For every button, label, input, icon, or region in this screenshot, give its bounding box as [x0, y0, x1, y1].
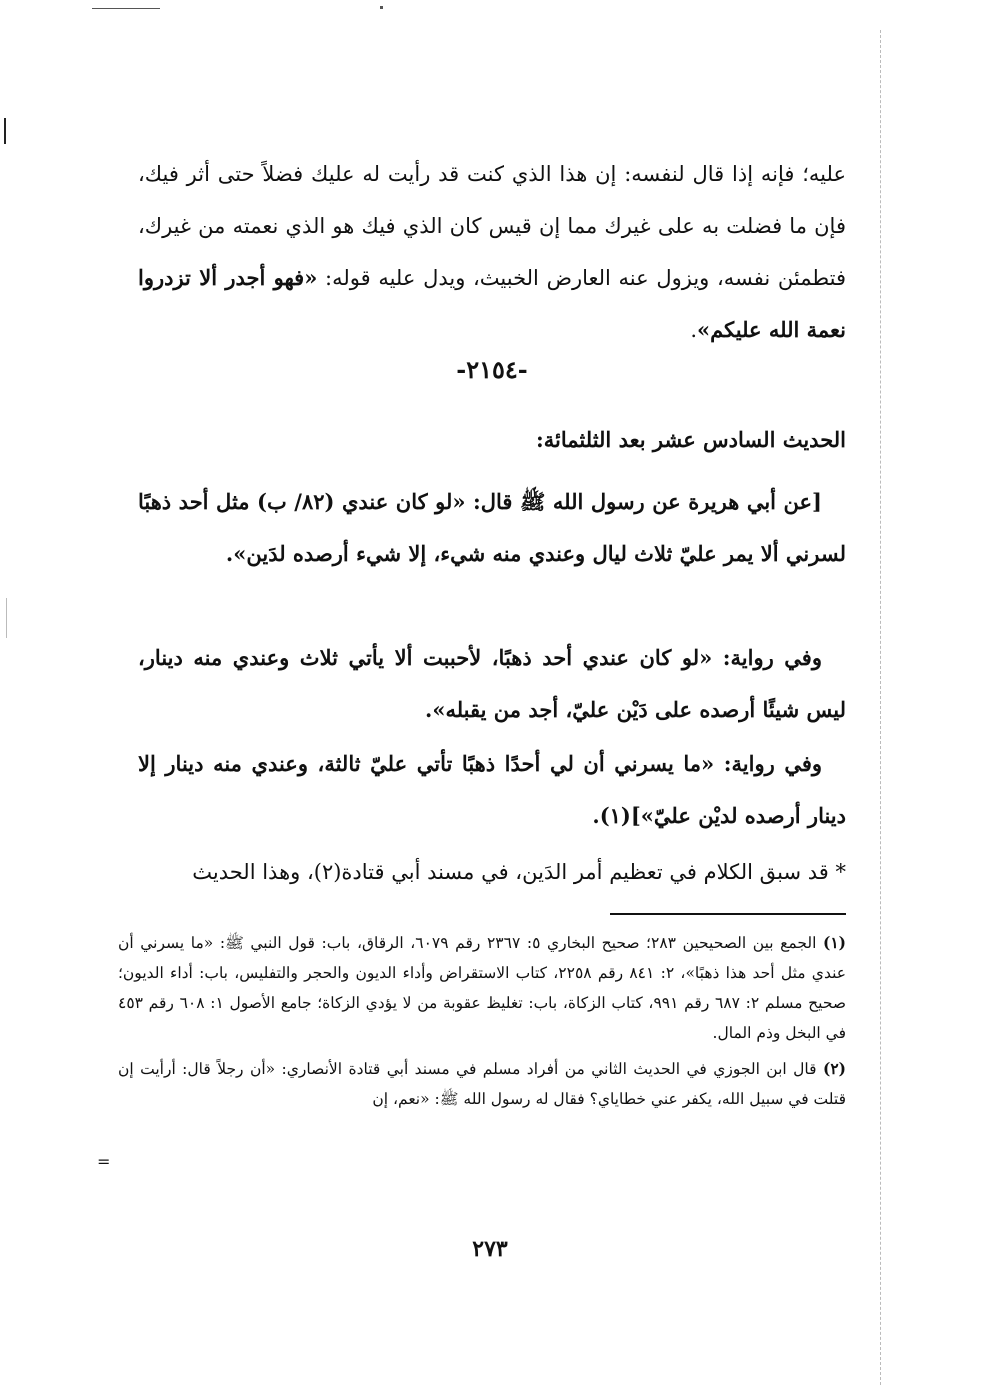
- margin-line: [880, 30, 881, 1385]
- hadith-number: -٢١٥٤-: [456, 355, 528, 384]
- top-dot: [380, 6, 383, 9]
- intro-end-prefix: قوله:: [317, 266, 371, 290]
- hadith-main-paragraph: [عن أبي هريرة عن رسول الله ﷺ قال: «لو كان عندي (٨٢/ ب) مثل أحد ذهبًا لسرني ألا يمر عليّ ثلاث ليال وعندي منه شيء، إلا شيء أرصده لدَين».: [138, 489, 846, 566]
- intro-paragraph: [138, 148, 846, 356]
- intro-text: عليه؛ فإنه إذا قال لنفسه: إن هذا الذي كنت قد رأيت له عليك فضلاً حتى أثر فيك، فإن ما فضلت به على غيرك مما إن قيس كان الذي فيك هو الذي نعمته من غيرك، فتطمئن نفسه، ويزول عنه العارض الخبيث، ويدل عليه: [138, 162, 846, 290]
- left-edge-mark-faint: [6, 598, 7, 638]
- riwaya-one-block: [138, 632, 846, 736]
- footnote-text: قال ابن الجوزي في الحديث الثاني من أفراد مسلم في مسند أبي قتادة الأنصاري: «أن رجلاً قال: أرأيت إن قتلت في سبيل الله، يكفر عني خطاياي؟ فقال له رسول الله ﷺ: «نعم، إن: [118, 1060, 846, 1108]
- footnotes: [118, 928, 846, 1120]
- footnote-separator: [610, 913, 846, 915]
- top-rule: [92, 8, 160, 9]
- footnote-2: [118, 1054, 846, 1114]
- intro-end-quote: «فهو أجدر ألا تزدروا نعمة الله عليكم»: [138, 265, 846, 342]
- footnote-1: [118, 928, 846, 1048]
- hadith-text-block: [138, 476, 846, 580]
- intro-end-suffix: .: [690, 318, 698, 342]
- section-title-block: [138, 414, 846, 466]
- left-edge-mark: [4, 118, 6, 144]
- comment-paragraph: * قد سبق الكلام في تعظيم أمر الدَين، في مسند أبي قتادة(٢)، وهذا الحديث: [192, 860, 846, 884]
- page-number: ٢٧٣: [472, 1236, 508, 1262]
- riwaya-two-block: [138, 738, 846, 842]
- comment-block: [138, 846, 846, 898]
- section-title: الحديث السادس عشر بعد الثلثمائة:: [536, 427, 846, 452]
- riwaya-two-paragraph: وفي رواية: «ما يسرني أن لي أحدًا ذهبًا تأتي عليّ ثالثة، وعندي منه دينار إلا دينار أرصده لديْن عليّ»](١).: [138, 751, 846, 828]
- footnote-number: (٢): [822, 1059, 846, 1078]
- continuation-mark: =: [97, 1152, 111, 1171]
- riwaya-one-paragraph: وفي رواية: «لو كان عندي أحد ذهبًا، لأحببت ألا يأتي ثلاث وعندي منه دينار، ليس شيئًا أرصده على دَيْن عليّ، أجد من يقبله».: [138, 645, 846, 722]
- footnote-text: الجمع بين الصحيحين ٢٨٣؛ صحيح البخاري ٥: ٢٣٦٧ رقم ٦٠٧٩، الرقاق، باب: قول النبي ﷺ: «ما يسرني أن عندي مثل أحد هذا ذهبًا»، ٢: ٨٤١ رقم ٢٢٥٨، كتاب الاستقراض وأداء الديون والحجر والتفليس، باب: أداء الديون؛ صحيح مسلم ٢: ٦٨٧ رقم ٩٩١، كتاب الزكاة، باب: تغليظ عقوبة من لا يؤدي الزكاة؛ جامع الأصول ١: ٦٠٨ رقم ٤٥٣ في البخل وذم المال.: [118, 934, 847, 1042]
- footnote-number: (١): [823, 933, 847, 952]
